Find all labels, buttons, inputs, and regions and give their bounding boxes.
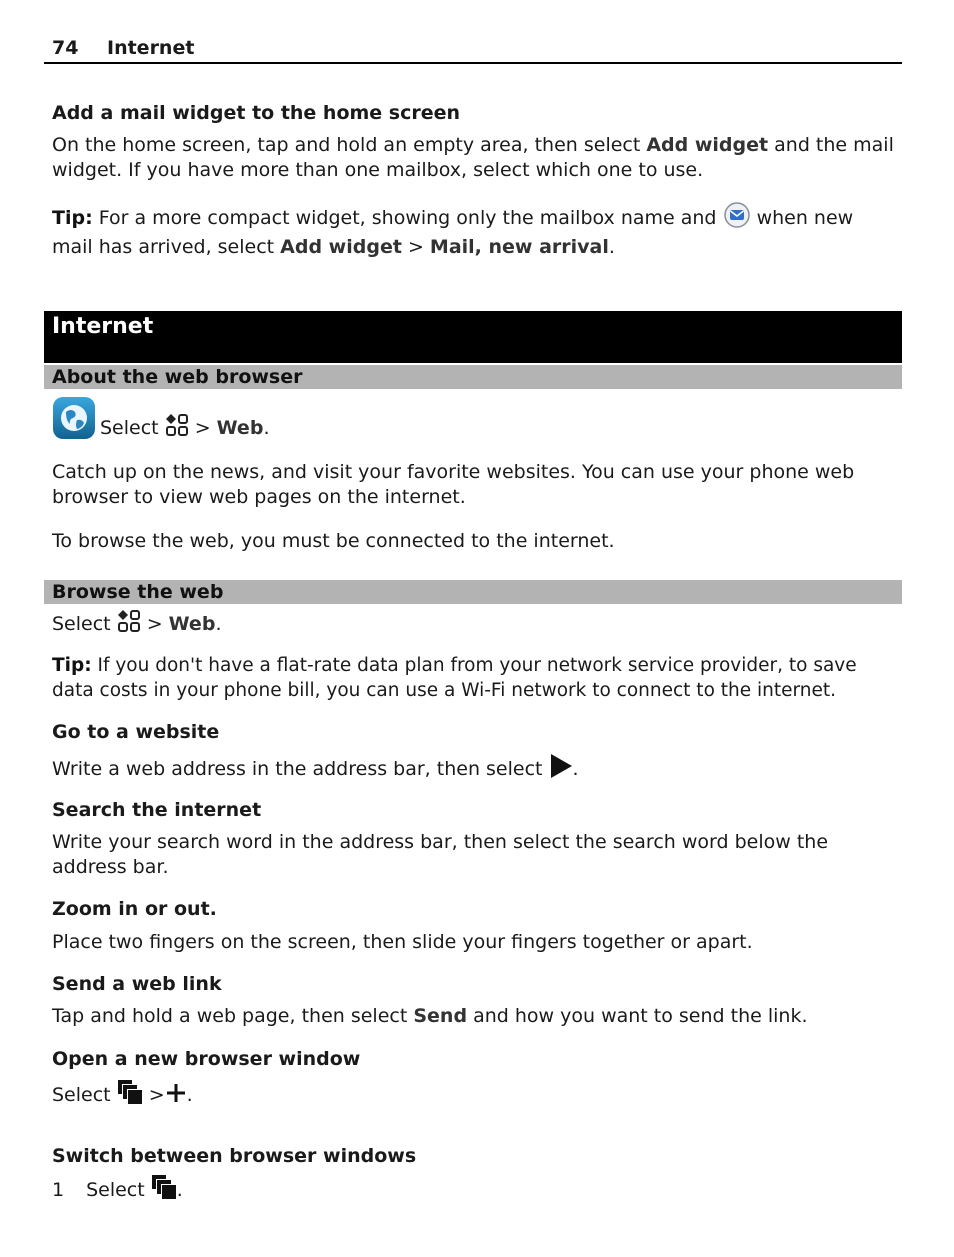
- send-link-body: Tap and hold a web page, then select Send and how you want to send the link.: [52, 1005, 808, 1027]
- browse-select-line: Select > Web.: [52, 609, 902, 640]
- page-number: 74: [52, 37, 79, 59]
- go-website-heading: Go to a website: [52, 721, 220, 743]
- web-label: Web: [168, 613, 216, 635]
- mail-widget-body: On the home screen, tap and hold an empty area, then select Add widget and the mail widget. If you have more than one mailbox, select which one to use.: [52, 134, 894, 181]
- about-browser-para1: Catch up on the news, and visit your favorite websites. You can use your phone web browser to view web pages on the internet.: [52, 461, 855, 508]
- plus-icon: [165, 1081, 187, 1110]
- search-internet-heading: Search the internet: [52, 799, 262, 821]
- new-window-heading: Open a new browser window: [52, 1048, 361, 1070]
- browse-web-tip: Tip: If you don't have a flat-rate data plan from your network service provider, to save data costs in your phone bill, you can use a Wi-Fi network to connect to the internet.: [52, 655, 857, 701]
- app-menu-grid-icon: [117, 609, 141, 640]
- app-menu-grid-icon: [165, 413, 189, 444]
- switch-windows-heading: Switch between browser windows: [52, 1145, 417, 1167]
- mail-widget-tip: Tip: For a more compact widget, showing only the mailbox name and when new mail has arrived, select Add widget > Mail, new arrival.: [52, 202, 902, 260]
- step-number: 1: [52, 1179, 65, 1201]
- browser-windows-icon: [117, 1079, 143, 1112]
- switch-windows-step: 1 Select .: [52, 1174, 902, 1207]
- internet-section-bar: [44, 311, 902, 363]
- new-window-line: Select > .: [52, 1079, 902, 1112]
- about-browser-heading: About the web browser: [52, 366, 303, 388]
- internet-section-title: Internet: [52, 314, 154, 339]
- browser-windows-icon: [151, 1174, 177, 1207]
- search-internet-body: Write your search word in the address bar, then select the search word below the address bar.: [52, 831, 829, 878]
- about-browser-para2: To browse the web, you must be connected to the internet.: [52, 530, 615, 552]
- send-link-heading: Send a web link: [52, 973, 222, 995]
- mail-widget-heading: Add a mail widget to the home screen: [52, 102, 461, 124]
- play-arrow-icon: [549, 753, 573, 786]
- globe-browser-icon: [52, 396, 96, 440]
- page-header: [44, 36, 902, 64]
- zoom-body: Place two fingers on the screen, then slide your fingers together or apart.: [52, 931, 753, 953]
- about-browser-bar: [44, 365, 902, 389]
- zoom-heading: Zoom in or out.: [52, 898, 217, 920]
- header-title: Internet: [107, 37, 195, 59]
- about-select-line: Select > Web.: [100, 413, 500, 444]
- send-label: Send: [413, 1005, 468, 1027]
- mail-envelope-icon: [723, 202, 751, 235]
- browse-web-heading: Browse the web: [52, 581, 224, 603]
- web-label: Web: [216, 417, 264, 439]
- go-website-body: Write a web address in the address bar, then select .: [52, 753, 902, 786]
- browse-web-bar: [44, 580, 902, 604]
- add-widget-label: Add widget: [646, 134, 769, 156]
